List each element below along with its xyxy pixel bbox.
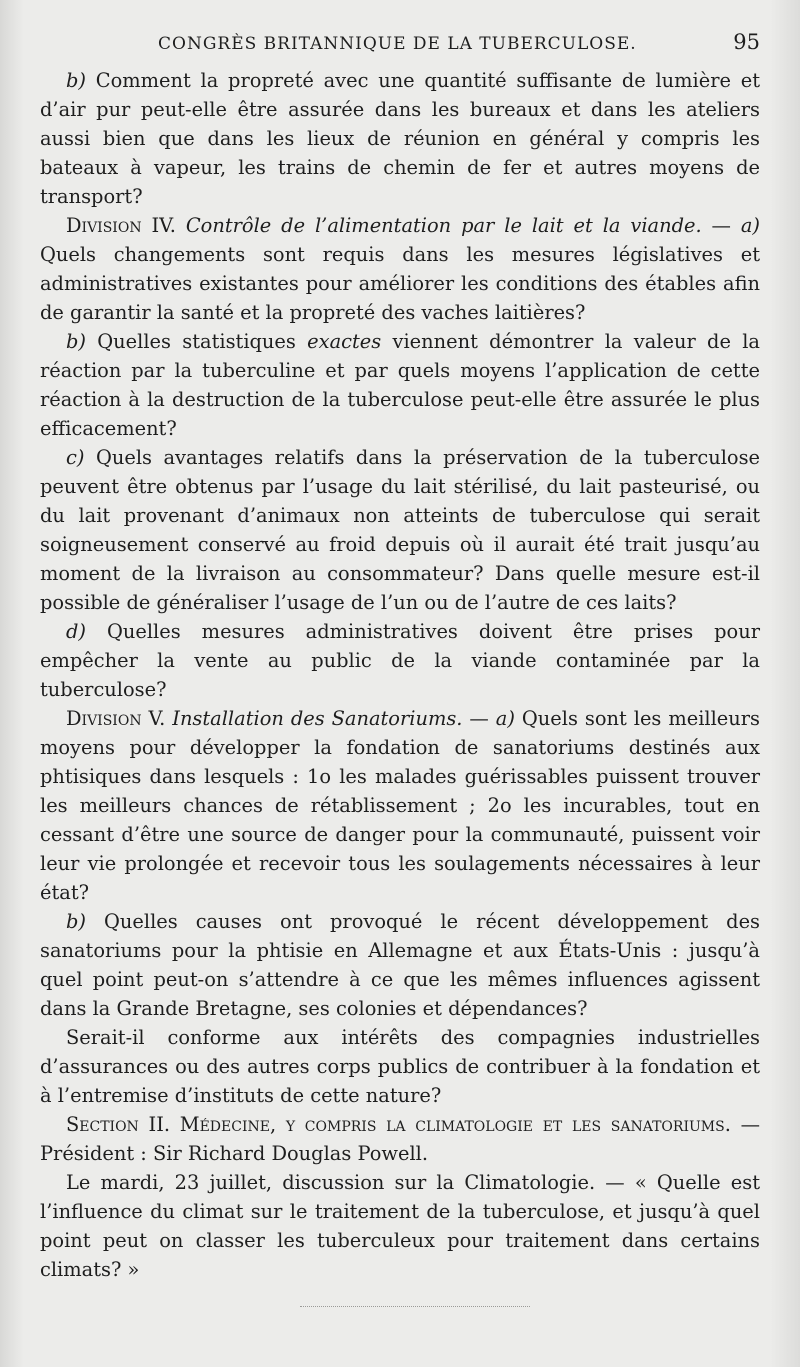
paragraph-meat bbox=[40, 617, 760, 704]
item-label: b) bbox=[66, 330, 86, 353]
paragraph-climatology bbox=[40, 1168, 760, 1284]
paragraph-text: — Président : Sir Richard Douglas Powell. bbox=[40, 1113, 760, 1165]
paragraph-text: Le mardi, 23 juillet, discussion sur la Climatologie. — « Quelle est l’influence du climat sur le traitement de la tuberculose, et jusqu’à quel point peut on classer les tuberculeux pour traitement dans certains climats? » bbox=[40, 1171, 760, 1281]
item-label: d) bbox=[66, 620, 86, 643]
paragraph-text: viennent démontrer la valeur de la réaction par la tuberculine et par quels moyens l’application de cette réaction à la destruction de la tuberculose peut-elle être assurée le plus efficacement? bbox=[40, 330, 760, 440]
item-label: a) bbox=[495, 707, 515, 730]
item-label: a) bbox=[740, 214, 760, 237]
paragraph-division-v bbox=[40, 704, 760, 907]
paragraph-text: Quelles statistiques bbox=[85, 330, 308, 353]
paragraph-text: Serait-il conforme aux intérêts des compagnies industrielles d’assurances ou des autres corps publics de contribuer à la fondation et à l’entremise d’instituts de cette nature? bbox=[40, 1026, 760, 1107]
dash: — bbox=[701, 214, 741, 237]
item-label: c) bbox=[66, 446, 85, 469]
paragraph-text: Quels sont les meilleurs moyens pour développer la fondation de sanatoriums destinés aux phtisiques dans lesquels : 1o les malades guérissables puissent trouver les meilleurs chances de rétablissement ; 2o les incurables, tout en cessant d’être une source de danger pour la communauté, puissent voir leur vie prolongée et recevoir tous les soulagements nécessaires à leur état? bbox=[40, 707, 760, 904]
paragraph-statistics bbox=[40, 327, 760, 443]
paragraph-section-ii bbox=[40, 1110, 760, 1168]
bottom-rule bbox=[300, 1306, 530, 1307]
dash: — bbox=[462, 707, 496, 730]
page-number: 95 bbox=[733, 30, 760, 54]
division-heading: Division V. bbox=[66, 707, 166, 730]
paragraph-milk bbox=[40, 443, 760, 617]
paragraph-text: Quels avantages relatifs dans la préservation de la tuberculose peuvent être obtenus par l’usage du lait stérilisé, du lait pasteurisé, ou du lait provenant d’animaux non atteints de tuberculose qui serait soigneusement conservé au froid depuis où il aurait été trait jusqu’au moment de la livraison au consommateur? Dans quelle mesure est-il possible de généraliser l’usage de l’un ou de l’autre de ces laits? bbox=[40, 446, 760, 614]
paragraph-sanatoriums-causes bbox=[40, 907, 760, 1023]
item-label: b) bbox=[66, 910, 86, 933]
body-text bbox=[40, 66, 760, 1284]
paragraph-text: Quels changements sont requis dans les mesures législatives et administratives existantes pour améliorer les conditions des étables afin de garantir la santé et la propreté des vaches laitières? bbox=[40, 243, 760, 324]
paragraph-insurance bbox=[40, 1023, 760, 1110]
paragraph-ventilation bbox=[40, 66, 760, 211]
paragraph-division-iv bbox=[40, 211, 760, 327]
running-head bbox=[158, 30, 760, 66]
running-title: CONGRÈS BRITANNIQUE DE LA TUBERCULOSE. bbox=[158, 34, 637, 54]
paragraph-text: Quelles causes ont provoqué le récent développement des sanatoriums pour la phtisie en Allemagne et aux États-Unis : jusqu’à quel point peut-on s’attendre à ce que les mêmes influences agissent dans la Grande Bretagne, ses colonies et dépendances? bbox=[40, 910, 760, 1020]
division-title: Contrôle de l’alimentation par le lait et la viande. bbox=[185, 214, 702, 237]
item-label: b) bbox=[66, 69, 86, 92]
division-heading: Division IV. bbox=[66, 214, 176, 237]
paragraph-text: Comment la propreté avec une quantité suffisante de lumière et d’air pur peut-elle être assurée dans les bureaux et dans les ateliers aussi bien que dans les lieux de réunion en général y compris les bateaux à vapeur, les trains de chemin de fer et autres moyens de transport? bbox=[40, 69, 760, 208]
section-heading: Section II. Médecine, y compris la climatologie et les sanatoriums. bbox=[66, 1113, 731, 1136]
emphasis-text: exactes bbox=[307, 330, 382, 353]
division-title: Installation des Sanatoriums. bbox=[172, 707, 463, 730]
paragraph-text: Quelles mesures administratives doivent être prises pour empêcher la vente au public de la viande contaminée par la tuberculose? bbox=[40, 620, 760, 701]
